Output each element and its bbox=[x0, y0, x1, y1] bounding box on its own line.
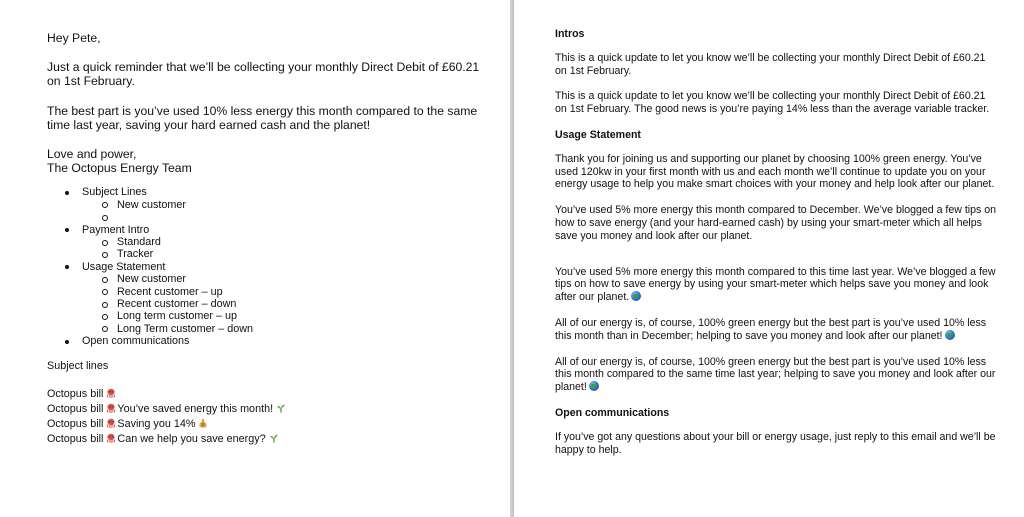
outline-subitem: Long term customer – up bbox=[82, 310, 487, 322]
outline-item bbox=[47, 186, 487, 223]
usage-variant-1: Thank you for joining us and supporting our planet by choosing 100% green energy. You’ve used 120kw in your first month with us and each month we’ll continue to update you on your energy usage to help you make smart choices with your money and help look after our planet. bbox=[555, 152, 995, 191]
subject-line bbox=[47, 432, 487, 447]
octopus-icon bbox=[106, 388, 116, 398]
outline-item-label: Subject Lines bbox=[82, 186, 147, 199]
outline-subitem: Tracker bbox=[82, 248, 487, 260]
outline-item-label: Payment Intro bbox=[82, 223, 150, 236]
globe-icon bbox=[945, 330, 955, 340]
money-bag-icon bbox=[198, 418, 208, 428]
usage-statement-heading: Usage Statement bbox=[555, 128, 641, 141]
usage-variant-3: You’ve used 5% more energy this month compared to this time last year. We’ve blogged a few tips on how to save energy by using your smart-meter which helps save you money and look after our planet. bbox=[555, 265, 996, 304]
signoff-line-1: Love and power, bbox=[47, 147, 137, 162]
globe-icon bbox=[631, 291, 641, 301]
outline-item-label: Usage Statement bbox=[82, 260, 166, 273]
email-draft bbox=[47, 31, 487, 447]
octopus-icon bbox=[106, 418, 116, 428]
globe-icon bbox=[589, 381, 599, 391]
svg-text:$: $ bbox=[202, 423, 205, 429]
subject-text: You’ve saved energy this month! bbox=[117, 403, 274, 416]
intros-heading: Intros bbox=[555, 28, 585, 40]
outline-subitem: Standard bbox=[82, 236, 487, 248]
subject-prefix: Octopus bill bbox=[47, 388, 104, 401]
subject-prefix: Octopus bill bbox=[47, 418, 104, 431]
seedling-icon bbox=[269, 433, 279, 443]
open-communications-heading: Open communications bbox=[555, 406, 670, 419]
outline-subitem-empty bbox=[82, 211, 487, 223]
intro-variant-2: This is a quick update to let you know we’ll be collecting your monthly Direct Debit of £60.21 on 1st February. The good news is you’re paying 14% less than the average variable tracker. bbox=[555, 90, 990, 116]
reminder-text: Just a quick reminder that we’ll be collecting your monthly Direct Debit of £60.21 on 1st February. bbox=[47, 60, 480, 89]
octopus-icon bbox=[106, 403, 116, 413]
subject-line bbox=[47, 402, 487, 417]
subject-line bbox=[47, 387, 487, 402]
left-page bbox=[0, 0, 510, 517]
outline-item-label: Open communications bbox=[82, 335, 190, 348]
subject-line bbox=[47, 417, 487, 432]
outline-subitem: Recent customer – up bbox=[82, 286, 487, 298]
outline-subitem: Long Term customer – down bbox=[82, 323, 487, 335]
greeting: Hey Pete, bbox=[47, 31, 101, 45]
subject-text: Saving you 14% bbox=[117, 418, 196, 431]
subject-lines-heading: Subject lines bbox=[47, 359, 109, 372]
subject-lines-list bbox=[47, 387, 487, 447]
best-part-text: The best part is you’ve used 10% less energy this month compared to the same time last year, saving your hard earned cash and the planet! bbox=[47, 103, 478, 132]
open-communications-text: If you’ve got any questions about your bill or energy usage, just reply to this email and we’ll be happy to help. bbox=[555, 430, 996, 456]
signoff-line-2: The Octopus Energy Team bbox=[47, 161, 192, 176]
usage-variant-5: All of our energy is, of course, 100% green energy but the best part is you’ve used 10% less this month compared to the same time last year; helping to save you money and look after our planet! bbox=[555, 355, 996, 394]
outline-item bbox=[47, 224, 487, 261]
subject-prefix: Octopus bill bbox=[47, 433, 104, 446]
intro-variant-1: This is a quick update to let you know we’ll be collecting your monthly Direct Debit of £60.21 on 1st February. bbox=[555, 51, 986, 77]
outline-subitem: New customer bbox=[82, 273, 487, 285]
subject-prefix: Octopus bill bbox=[47, 403, 104, 416]
seedling-icon bbox=[276, 403, 286, 413]
usage-variant-2: You’ve used 5% more energy this month compared to December. We’ve blogged a few tips on how to save energy (and your hard-earned cash) by using your smart-meter which all helps save you money and look after our planet. bbox=[555, 204, 997, 242]
right-page bbox=[514, 0, 1024, 517]
outline-item bbox=[47, 335, 487, 347]
subject-text: Can we help you save energy? bbox=[117, 433, 266, 446]
usage-variant-4: All of our energy is, of course, 100% green energy but the best part is you’ve used 10% less this month than in December; helping to save you money and look after our planet! bbox=[555, 316, 987, 342]
outline-item bbox=[47, 261, 487, 335]
content-outline bbox=[47, 186, 487, 347]
outline-subitem: New customer bbox=[82, 199, 487, 211]
copy-variants bbox=[555, 28, 1000, 456]
outline-subitem: Recent customer – down bbox=[82, 298, 487, 310]
octopus-icon bbox=[106, 433, 116, 443]
